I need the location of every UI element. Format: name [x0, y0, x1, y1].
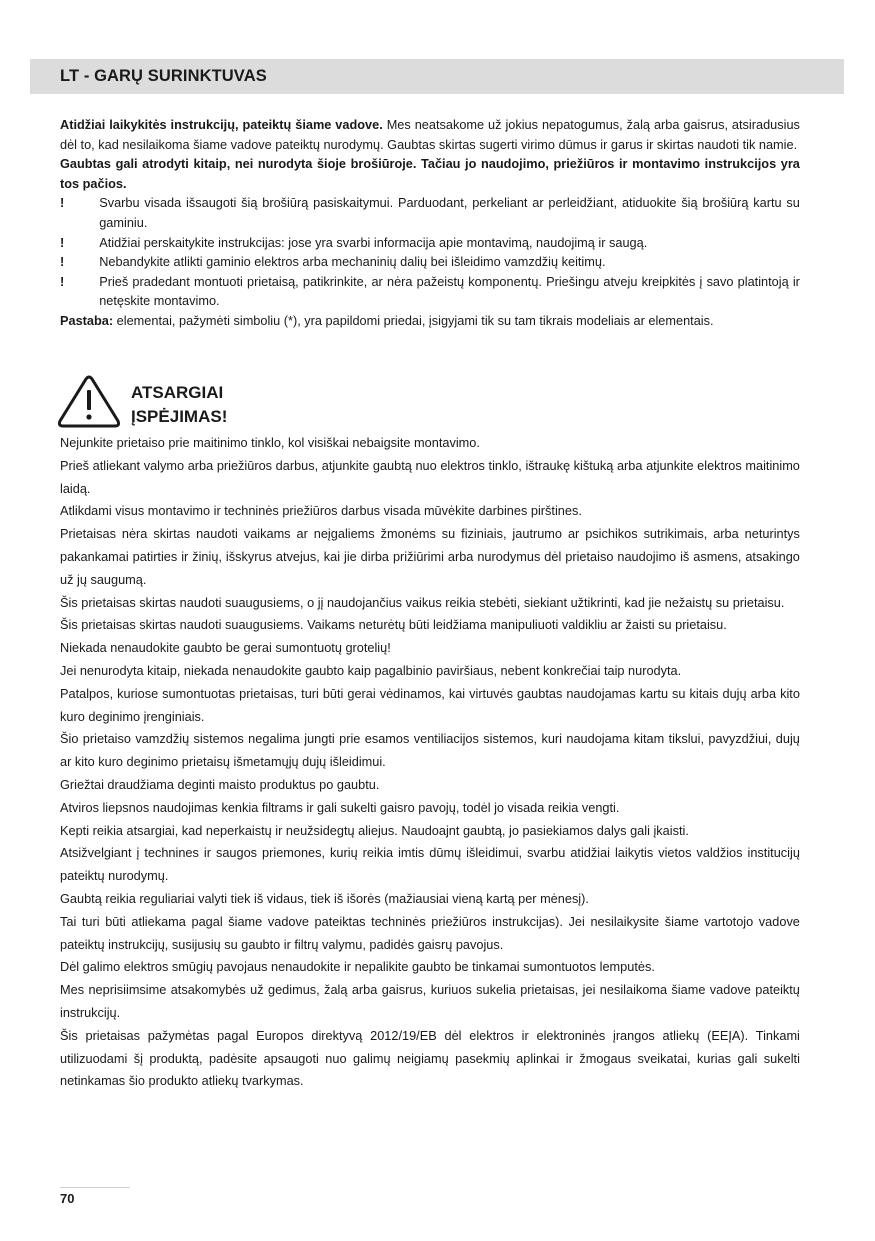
note-text: elementai, pažymėti simboliu (*), yra papildomi priedai, įsigyjami tik su tam tikrais modeliais ar elementais. — [113, 312, 714, 328]
bullet-item — [60, 233, 800, 253]
bullet-text: Svarbu visada išsaugoti šią brošiūrą pasiskaitymui. Parduodant, perkeliant ar perleidžiant, atiduokite šią brošiūrą kartu su gaminiu. — [99, 195, 800, 230]
warning-paragraph: Atlikdami visus montavimo ir techninės priežiūros darbus visada mūvėkite darbines pirštines. — [60, 503, 582, 519]
exclamation-icon: ! — [60, 195, 65, 211]
warning-triangle-icon — [55, 375, 123, 429]
bullet-item — [60, 272, 800, 311]
bullet-text: Nebandykite atlikti gaminio elektros arba mechaninių dalių bei išleidimo vamzdžių keitimų. — [99, 254, 606, 270]
warning-paragraph: Gaubtą reikia reguliariai valyti tiek iš vidaus, tiek iš išorės (mažiausiai vieną kartą per mėnesį). — [60, 890, 589, 906]
intro-section — [60, 115, 800, 331]
intro-paragraph-2: Gaubtas gali atrodyti kitaip, nei nurodyta šioje brošiūroje. Tačiau jo naudojimo, priežiūros ir montavimo instrukcijos yra tos pačios. — [60, 156, 800, 191]
warning-paragraph: Prietaisas nėra skirtas naudoti vaikams ar neįgaliems žmonėms su fiziniais, jautrumo ar psichikos sutrikimais, arba neturintys pakankamai patirties ir žinių, išskyrus atvejus, kai jie dirba prižiūrimi arba nurodymus dėl prietaiso naudojimo iš asmens, atsakingo už jų saugumą. — [60, 526, 800, 587]
footer-divider — [60, 1187, 130, 1188]
bullet-text: Prieš pradedant montuoti prietaisą, patikrinkite, ar nėra pažeistų komponentų. Priešingu atveju kreipkitės į savo platintoją ir netęskite montavimo. — [99, 273, 800, 309]
intro-text: Mes neatsakome už jokius nepatogumus, žalą arba gaisrus, atsiradusius dėl to, kad nesilaikoma šiame vadove pateiktų nurodymų. Gaubtas skirtas sugerti virimo dūmus ir garus ir skirtas naudoti tik namie. — [60, 117, 800, 152]
warning-paragraph: Nejunkite prietaiso prie maitinimo tinklo, kol visiškai nebaigsite montavimo. — [60, 435, 480, 450]
section-header-bar — [30, 59, 844, 94]
warning-title-line-1: ATSARGIAI — [131, 383, 224, 402]
exclamation-icon: ! — [60, 234, 65, 250]
warning-header — [55, 373, 455, 433]
warning-paragraph: Jei nenurodyta kitaip, niekada nenaudokite gaubto kaip pagalbinio paviršiaus, nebent konkrečiai taip nurodyta. — [60, 662, 682, 678]
warning-title — [131, 381, 227, 429]
warning-paragraph: Atviros liepsnos naudojimas kenkia filtrams ir gali sukelti gaisro pavojų, todėl jo visada reikia vengti. — [60, 799, 620, 815]
warning-list — [60, 432, 800, 1093]
warning-paragraph: Šis prietaisas skirtas naudoti suaugusiems, o jį naudojančius vaikus reikia stebėti, siekiant užtikrinti, kad jie nežaistų su prietaisu. — [60, 594, 785, 610]
intro-paragraph-1 — [60, 115, 800, 154]
warning-paragraph: Mes neprisiimsime atsakomybės už gedimus, žalą arba gaisrus, kuriuos sukelia prietaisas, jei nesilaikoma šiame vadove pateiktų instrukcijų. — [60, 982, 800, 1020]
bullet-item — [60, 193, 800, 232]
warning-paragraph: Prieš atliekant valymo arba priežiūros darbus, atjunkite gaubtą nuo elektros tinklo, ištraukę kištuką arba atjunkite elektros maitinimo laidą. — [60, 457, 800, 496]
bullet-item — [60, 252, 800, 272]
note-paragraph — [60, 311, 800, 331]
warning-paragraph: Dėl galimo elektros smūgių pavojaus nenaudokite ir nepalikite gaubto be tinkamai sumontuotos lemputės. — [60, 959, 655, 975]
warning-paragraph: Patalpos, kuriose sumontuotas prietaisas, turi būti gerai vėdinamos, kai virtuvės gaubtas naudojamas kartu su kitais dujų arba kito kuro deginimo įrenginiais. — [60, 685, 800, 724]
warning-paragraph: Griežtai draudžiama deginti maisto produktus po gaubtu. — [60, 776, 380, 792]
page-number: 70 — [60, 1191, 75, 1206]
warning-paragraph: Šis prietaisas pažymėtas pagal Europos direktyvą 2012/19/EB dėl elektros ir elektroninės įrangos atliekų (EEĮA). Tinkami utilizuodami šį produktą, padėsite apsaugoti nuo galimų neigiamų pasekmių aplinkai ir žmogaus sveikatai, kurias gali sukelti netinkamas šio produkto atliekų tvarkymas. — [60, 1027, 800, 1089]
warning-paragraph: Niekada nenaudokite gaubto be gerai sumontuotų grotelių! — [60, 640, 391, 656]
warning-paragraph: Tai turi būti atliekama pagal šiame vadove pateiktas techninės priežiūros instrukcijas). Jei nesilaikysite šiame vartotojo vadove pateiktų instrukcijų, susijusių su gaubto ir filtrų valymu, padidės gaisrų pavojus. — [60, 913, 800, 952]
warning-paragraph: Šis prietaisas skirtas naudoti suaugusiems. Vaikams neturėtų būti leidžiama manipuliuoti valdikliu ar žaisti su prietaisu. — [60, 617, 727, 633]
exclamation-icon: ! — [60, 254, 65, 270]
page-title: LT - GARŲ SURINKTUVAS — [60, 67, 267, 85]
warning-paragraph: Atsižvelgiant į technines ir saugos priemones, kurių reikia imtis dūmų išleidimui, svarbu atidžiai laikytis vietos valdžios institucijų pateiktų nurodymų. — [60, 845, 800, 884]
warning-paragraph: Šio prietaiso vamzdžių sistemos negalima jungti prie esamos ventiliacijos sistemos, kuri naudojama kitam tikslui, pavyzdžiui, dujų ar kito kuro deginimo prietaisų išmetamųjų dujų išleidimui. — [60, 731, 800, 770]
exclamation-icon: ! — [60, 273, 65, 289]
warning-paragraph: Kepti reikia atsargiai, kad neperkaistų ir neužsidegtų aliejus. Naudoajnt gaubtą, jo pasiekiamos dalys gali įkaisti. — [60, 822, 689, 838]
intro-bold-lead: Atidžiai laikykitės instrukcijų, pateiktų šiame vadove. — [60, 117, 383, 132]
note-label: Pastaba: — [60, 312, 114, 328]
warning-title-line-2: ĮSPĖJIMAS! — [131, 407, 228, 426]
bullet-text: Atidžiai perskaitykite instrukcijas: jose yra svarbi informacija apie montavimą, naudojimą ir saugą. — [99, 234, 648, 250]
